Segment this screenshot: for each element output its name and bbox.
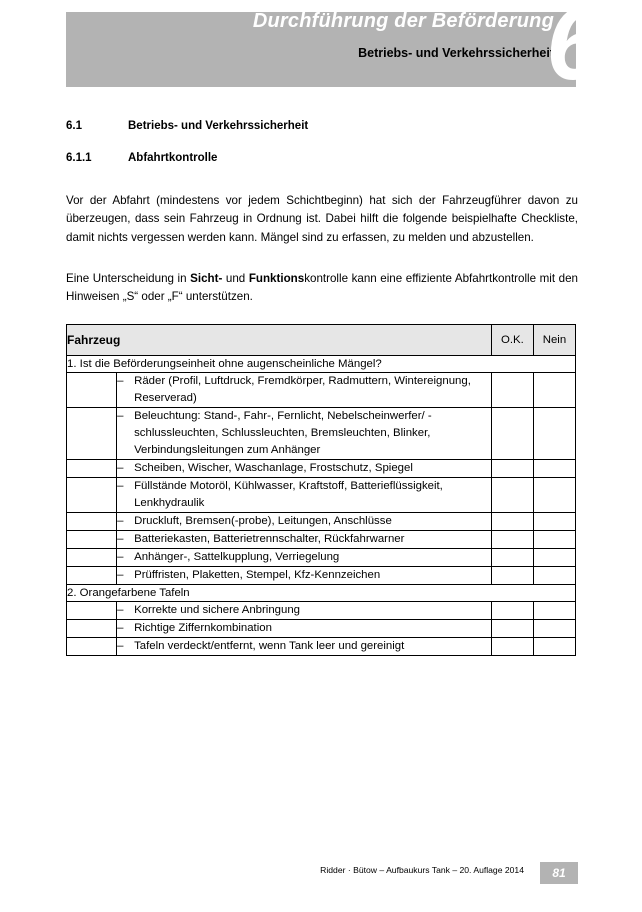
chapter-number: 6 <box>546 0 604 102</box>
table-row <box>67 620 576 638</box>
checkbox-cell-nein[interactable] <box>533 638 575 656</box>
table-row <box>67 478 576 513</box>
intro-paragraph: Vor der Abfahrt (mindestens vor jedem Schichtbeginn) hat sich der Fahrzeugführer davon zu überzeugen, dass sein Fahrzeug in Ordnung ist. Dabei hilft die folgende beispielhafte Checkliste, damit nichts vergessen werden kann. Mängel sind zu erfassen, zu melden und abzustellen. <box>66 194 578 244</box>
checklist-item-label: Räder (Profil, Luftdruck, Fremdkörper, Radmuttern, Wintereignung, Reserverad) <box>134 375 471 404</box>
indent-cell <box>67 620 117 638</box>
indent-cell <box>67 549 117 567</box>
checkbox-cell-nein[interactable] <box>533 408 575 460</box>
table-row <box>67 408 576 460</box>
dash-bullet-icon: – <box>117 569 124 581</box>
checklist-item <box>117 567 492 585</box>
indent-cell <box>67 460 117 478</box>
checklist-item-label: Füllstände Motoröl, Kühlwasser, Kraftstoff, Batterieflüssigkeit, Lenkhydraulik <box>134 480 443 509</box>
bold-funktions: Funktions <box>248 272 305 285</box>
dash-bullet-icon: – <box>117 604 124 616</box>
column-header-ok: O.K. <box>491 325 533 356</box>
table-header-row <box>67 325 576 356</box>
checklist-item-label: Prüffristen, Plaketten, Stempel, Kfz-Kennzeichen <box>134 569 381 581</box>
indent-cell <box>67 531 117 549</box>
table-section-row <box>67 585 576 602</box>
table-row <box>67 549 576 567</box>
indent-cell <box>67 513 117 531</box>
bold-sicht: Sicht- <box>190 272 223 285</box>
checkbox-cell-nein[interactable] <box>533 549 575 567</box>
checklist-item <box>117 408 492 460</box>
indent-cell <box>67 408 117 460</box>
checkbox-cell-ok[interactable] <box>491 638 533 656</box>
checkbox-cell-nein[interactable] <box>533 602 575 620</box>
indent-cell <box>67 478 117 513</box>
section-label: 1. Ist die Beförderungseinheit ohne augenscheinliche Mängel? <box>67 356 576 373</box>
dash-bullet-icon: – <box>117 640 124 652</box>
footer-page-number: 81 <box>552 866 566 880</box>
checklist-item-label: Beleuchtung: Stand-, Fahr-, Fernlicht, Nebelscheinwerfer/ -schlussleuchten, Schlussleuchten, Bremsleuchten, Blinker, Verbindungsleitungen zum Anhänger <box>134 410 432 456</box>
table-row <box>67 602 576 620</box>
dash-bullet-icon: – <box>117 622 124 634</box>
indent-cell <box>67 567 117 585</box>
subsection-number: 6.1.1 <box>66 152 92 164</box>
table-row <box>67 460 576 478</box>
checklist-item-label: Anhänger-, Sattelkupplung, Verriegelung <box>134 551 340 563</box>
subsection-title: Abfahrtkontrolle <box>128 152 218 164</box>
hinweis-paragraph <box>66 270 578 307</box>
checklist-item-label: Druckluft, Bremsen(-probe), Leitungen, Anschlüsse <box>134 515 392 527</box>
checkbox-cell-ok[interactable] <box>491 513 533 531</box>
section-heading <box>66 120 576 132</box>
section-title: Betriebs- und Verkehrssicherheit <box>128 120 309 132</box>
checklist-item <box>117 513 492 531</box>
dash-bullet-icon: – <box>117 515 124 527</box>
table-row <box>67 638 576 656</box>
section-number: 6.1 <box>66 120 82 132</box>
checklist-item <box>117 478 492 513</box>
dash-bullet-icon: – <box>117 375 124 387</box>
table-section-row <box>67 356 576 373</box>
checkbox-cell-ok[interactable] <box>491 531 533 549</box>
table-row <box>67 513 576 531</box>
column-header-fahrzeug: Fahrzeug <box>67 325 492 356</box>
column-header-nein: Nein <box>533 325 575 356</box>
checklist-item-label: Richtige Ziffernkombination <box>134 622 272 634</box>
header-subtitle: Betriebs- und Verkehrssicherheit <box>358 46 554 60</box>
paragraph-text: und <box>222 272 249 285</box>
section-label: 2. Orangefarbene Tafeln <box>67 585 576 602</box>
checkbox-cell-nein[interactable] <box>533 460 575 478</box>
checkbox-cell-ok[interactable] <box>491 373 533 408</box>
dash-bullet-icon: – <box>117 551 124 563</box>
checkbox-cell-ok[interactable] <box>491 620 533 638</box>
checklist-item <box>117 602 492 620</box>
checkbox-cell-nein[interactable] <box>533 478 575 513</box>
paragraph-text: Eine Unterscheidung in <box>66 272 191 285</box>
indent-cell <box>67 373 117 408</box>
checklist-item-label: Scheiben, Wischer, Waschanlage, Frostschutz, Spiegel <box>134 462 413 474</box>
checklist-item-label: Tafeln verdeckt/entfernt, wenn Tank leer und gereinigt <box>134 640 405 652</box>
footer-source: Ridder · Bütow – Aufbaukurs Tank – 20. Auflage 2014 <box>320 865 524 875</box>
indent-cell <box>67 602 117 620</box>
checklist-item <box>117 620 492 638</box>
subsection-heading <box>66 152 576 164</box>
dash-bullet-icon: – <box>117 410 124 422</box>
checkbox-cell-ok[interactable] <box>491 408 533 460</box>
checkbox-cell-nein[interactable] <box>533 620 575 638</box>
table-row <box>67 567 576 585</box>
indent-cell <box>67 638 117 656</box>
checkbox-cell-nein[interactable] <box>533 567 575 585</box>
table-row <box>67 531 576 549</box>
dash-bullet-icon: – <box>117 462 124 474</box>
checklist-item-label: Korrekte und sichere Anbringung <box>134 604 300 616</box>
checklist-table-wrapper <box>66 324 576 656</box>
checklist-item <box>117 549 492 567</box>
dash-bullet-icon: – <box>117 480 124 492</box>
header-title: Durchführung der Beförderung <box>252 10 554 32</box>
checklist-item <box>117 460 492 478</box>
checkbox-cell-nein[interactable] <box>533 373 575 408</box>
checklist-item <box>117 531 492 549</box>
checklist-table <box>66 324 576 656</box>
checkbox-cell-nein[interactable] <box>533 531 575 549</box>
checkbox-cell-ok[interactable] <box>491 567 533 585</box>
checkbox-cell-ok[interactable] <box>491 549 533 567</box>
dash-bullet-icon: – <box>117 533 124 545</box>
checklist-item-label: Batteriekasten, Batterietrennschalter, Rückfahrwarner <box>134 533 405 545</box>
checklist-item <box>117 638 492 656</box>
paragraph-text: kontrolle kann eine effiziente Abfahrtkontrolle mit den Hinweisen „S“ oder „F“ unterstützen. <box>66 272 578 304</box>
checkbox-cell-ok[interactable] <box>491 460 533 478</box>
checklist-item <box>117 373 492 408</box>
checkbox-cell-nein[interactable] <box>533 513 575 531</box>
table-row <box>67 373 576 408</box>
checkbox-cell-ok[interactable] <box>491 602 533 620</box>
checkbox-cell-ok[interactable] <box>491 478 533 513</box>
